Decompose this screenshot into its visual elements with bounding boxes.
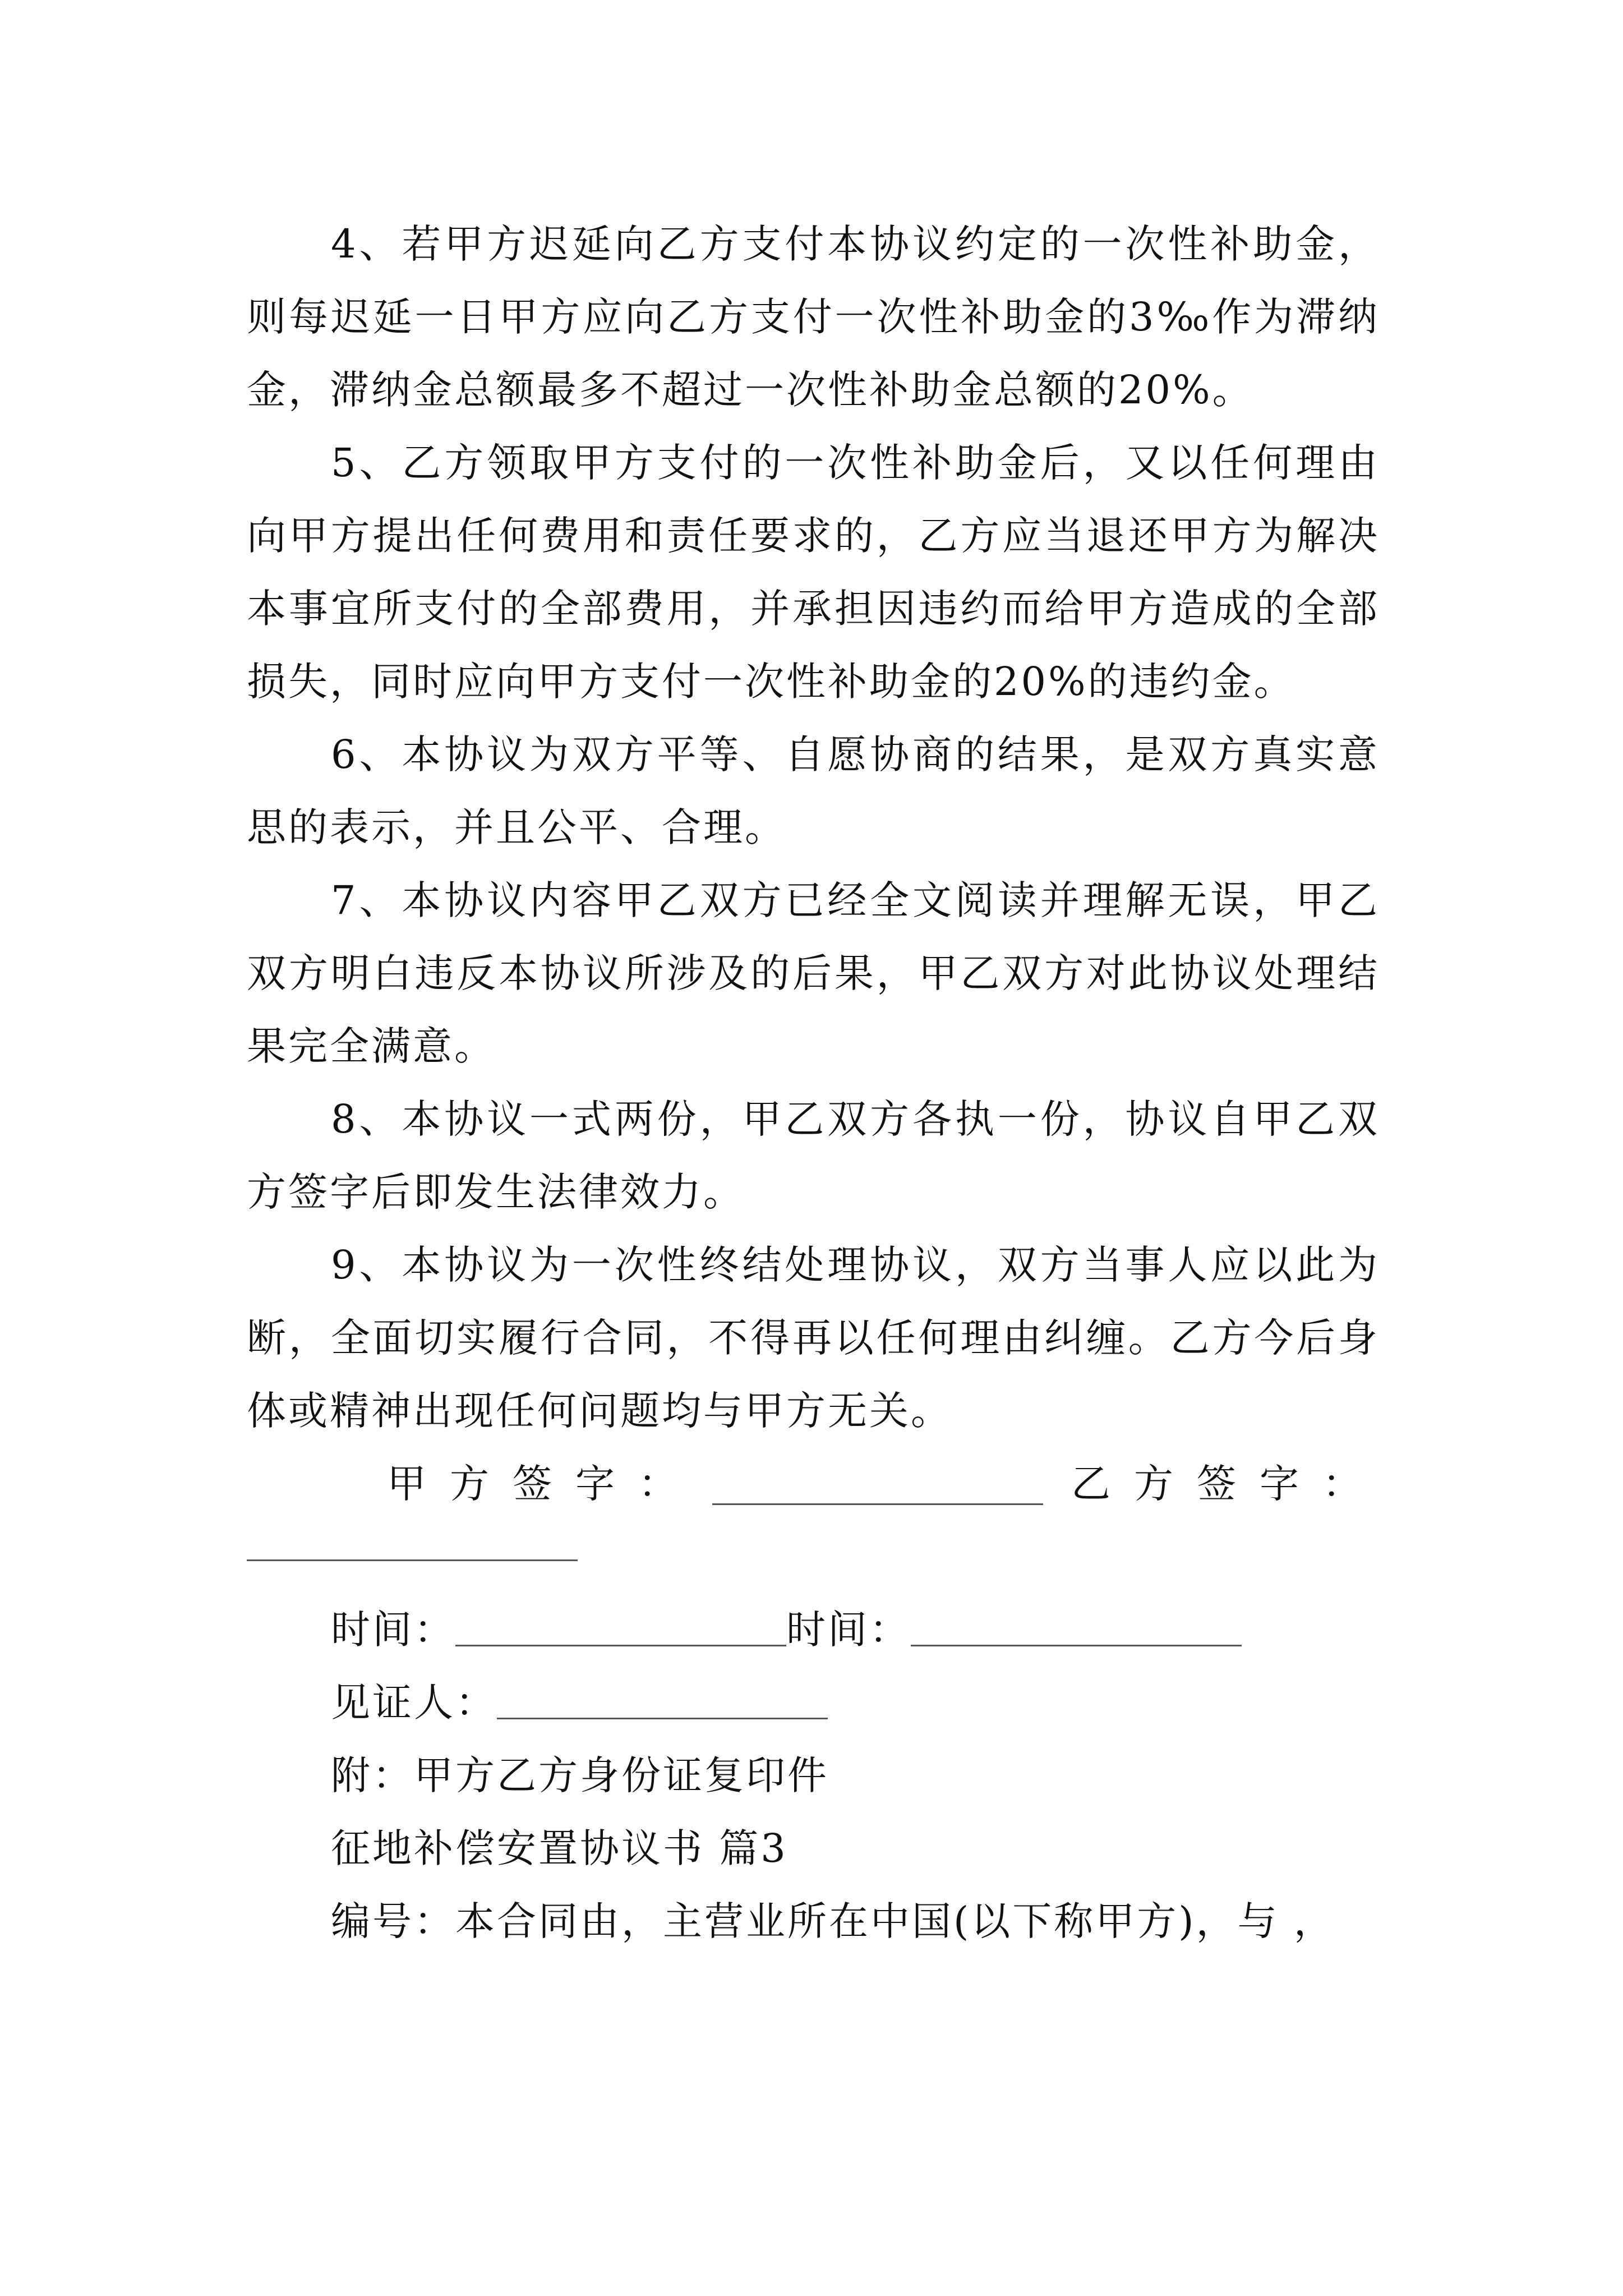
clause-7: 7、本协议内容甲乙双方已经全文阅读并理解无误，甲乙双方明白违反本协议所涉及的后果，甲乙双方对此协议处理结果完全满意。 [247, 877, 1380, 1069]
witness-line [247, 1666, 1380, 1739]
party-a-signature-blank [712, 1464, 1043, 1505]
attachment-text: 附：甲方乙方身份证复印件 [331, 1752, 829, 1798]
signature-line [247, 1447, 1385, 1520]
attachment-line [247, 1739, 1380, 1812]
time-label-b: 时间： [786, 1607, 911, 1653]
witness-blank [497, 1678, 828, 1719]
contract-number-line [247, 1885, 1380, 1958]
clause-5: 5、乙方领取甲方支付的一次性补助金后，又以任何理由向甲方提出任何费用和责任要求的，乙方应当退还甲方为解决本事宜所支付的全部费用，并承担因违约而给甲方造成的全部损失，同时应向甲方支付一次性补助金的20%的违约金。 [247, 440, 1380, 705]
clause-6: 6、本协议为双方平等、自愿协商的结果，是双方真实意思的表示，并且公平、合理。 [247, 731, 1380, 850]
clause-9: 9、本协议为一次性终结处理协议，双方当事人应以此为断，全面切实履行合同，不得再以任何理由纠缠。乙方今后身体或精神出现任何问题均与甲方无关。 [247, 1242, 1380, 1434]
section-title-text: 征地补偿安置协议书 篇3 [331, 1825, 788, 1871]
contract-number-text: 编号：本合同由，主营业所在中国(以下称甲方)，与 ， [331, 1898, 1335, 1944]
document-body [247, 208, 1385, 1958]
time-blank-b [911, 1605, 1242, 1646]
time-line [247, 1593, 1380, 1666]
party-b-signature-blank-row [247, 1520, 1380, 1593]
party-b-signature-label: 乙方签字： [1071, 1461, 1385, 1507]
time-label-a: 时间： [331, 1607, 455, 1653]
section-title [247, 1812, 1380, 1885]
clause-8: 8、本协议一式两份，甲乙双方各执一份，协议自甲乙双方签字后即发生法律效力。 [247, 1096, 1380, 1215]
party-a-signature-label: 甲方签字： [387, 1461, 701, 1507]
clause-4: 4、若甲方迟延向乙方支付本协议约定的一次性补助金，则每迟延一日甲方应向乙方支付一次性补助金的3‰作为滞纳金，滞纳金总额最多不超过一次性补助金总额的20%。 [247, 221, 1380, 413]
witness-label: 见证人： [331, 1680, 497, 1726]
time-blank-a [455, 1605, 786, 1646]
party-b-signature-blank [247, 1520, 578, 1561]
